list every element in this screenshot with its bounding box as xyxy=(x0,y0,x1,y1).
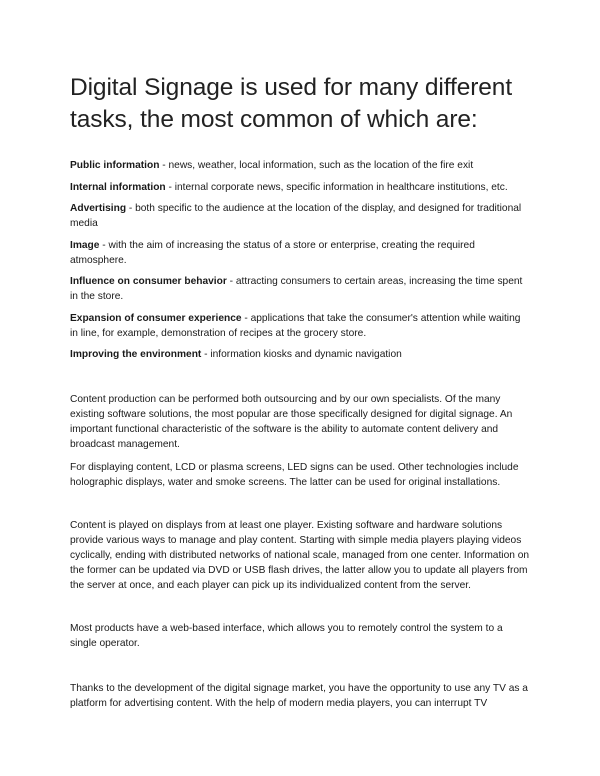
task-term: Influence on consumer behavior xyxy=(70,276,227,287)
task-item-advertising xyxy=(70,201,530,231)
task-description: - news, weather, local information, such as the location of the fire exit xyxy=(159,160,474,171)
task-item-internal-information xyxy=(70,180,530,195)
task-item-image xyxy=(70,238,530,268)
paragraph-web-interface: Most products have a web-based interface, which allows you to remotely control the system to a single operator. xyxy=(70,623,503,649)
task-list xyxy=(70,158,530,362)
task-description: - internal corporate news, specific information in healthcare institutions, etc. xyxy=(165,181,508,193)
paragraph-content-playback: Content is played on displays from at least one player. Existing software and hardware solutions provide various ways to manage and play content. Starting with simple media players playing videos cyclically, ending with distributed networks of national scale, managed from one center. Information on the former can be updated via DVD or USB flash drives, the latter allow you to update all players from the server at once, and each player can pick up its individualized content from the server. xyxy=(70,520,530,591)
task-term: Expansion of consumer experience xyxy=(70,312,242,324)
task-item-improving-the-environment xyxy=(70,347,530,362)
task-description: - attracting consumers to certain areas, increasing the time spent in the store. xyxy=(70,276,523,302)
paragraph-market-development: Thanks to the development of the digital signage market, you have the opportunity to use any TV as a platform for advertising content. With the help of modern media players, you can interrupt TV xyxy=(70,683,528,709)
task-term: Image xyxy=(70,239,100,251)
task-description: - applications that take the consumer's attention while waiting in line, for example, demonstration of recipes at the grocery store. xyxy=(70,312,521,339)
task-item-public-information xyxy=(70,158,530,173)
task-term: Public information xyxy=(70,160,160,171)
task-term: Improving the environment xyxy=(70,349,202,360)
paragraph-display-technologies: For displaying content, LCD or plasma screens, LED signs can be used. Other technologies include holographic displays, water and smoke screens. The latter can be used for original installations. xyxy=(70,462,519,488)
task-description: - both specific to the audience at the location of the display, and designed for traditional media xyxy=(70,203,522,229)
task-description: - information kiosks and dynamic navigation xyxy=(201,349,402,360)
paragraph-content-production: Content production can be performed both outsourcing and by our own specialists. Of the many existing software solutions, the most popular are those specifically designed for digital signage. An important functional characteristic of the software is the ability to automate content delivery and broadcast management. xyxy=(70,394,513,450)
page-title: Digital Signage is used for many different tasks, the most common of which are: xyxy=(70,74,513,133)
task-item-expansion-of-consumer-experience xyxy=(70,311,530,341)
task-description: - with the aim of increasing the status of a store or enterprise, creating the required atmosphere. xyxy=(70,239,475,266)
task-term: Advertising xyxy=(70,203,127,214)
task-term: Internal information xyxy=(70,181,166,193)
task-item-influence-on-consumer-behavior xyxy=(70,274,530,304)
